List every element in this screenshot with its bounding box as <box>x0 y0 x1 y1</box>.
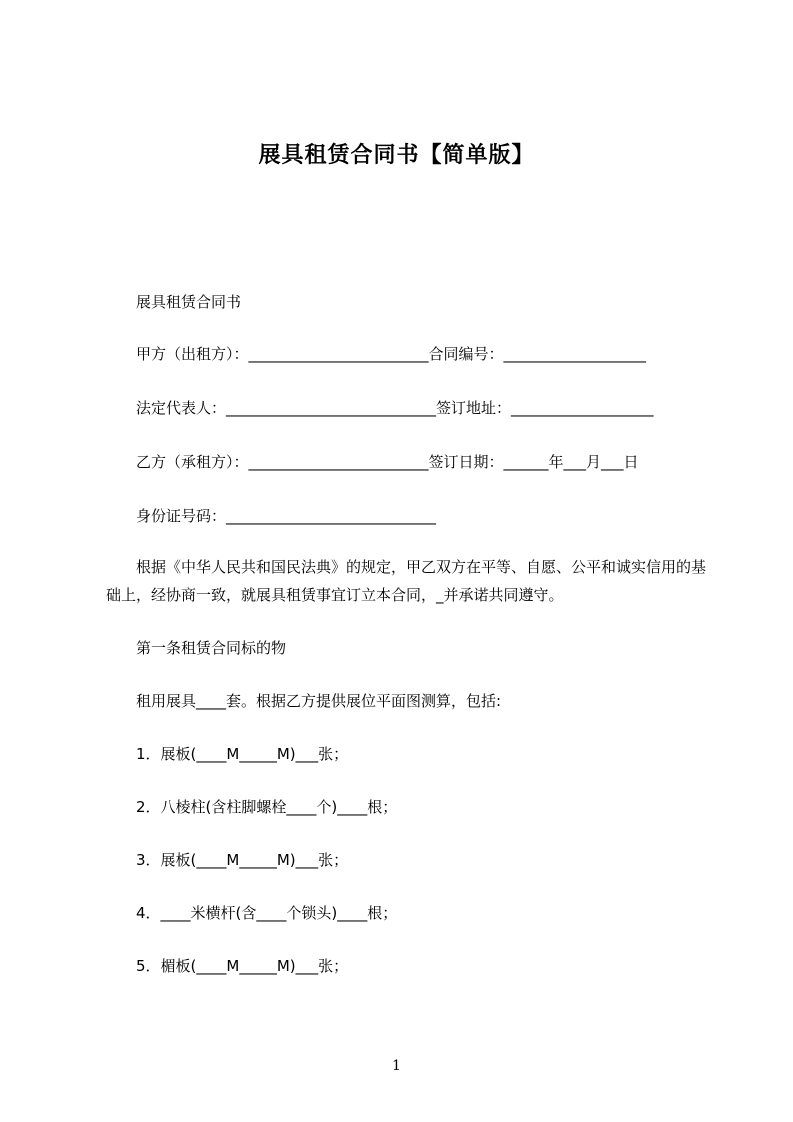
party-a-line: 甲方（出租方）：________________________合同编号：___________________ <box>136 345 647 363</box>
party-b-line: 乙方（承租方）：________________________签订日期：______年___月___日 <box>136 453 639 471</box>
article-1-heading: 第一条租赁合同标的物 <box>136 639 287 657</box>
list-item: 3．展板(____M_____M)___张； <box>136 851 349 869</box>
document-title: 展具租赁合同书【简单版】 <box>258 143 535 168</box>
legal-representative-line: 法定代表人：____________________________签订地址：___________________ <box>136 399 654 417</box>
list-item: 5．楣板(____M_____M)___张； <box>136 957 349 975</box>
list-item: 1．展板(____M_____M)___张； <box>136 745 349 763</box>
rental-intro: 租用展具____套。根据乙方提供展位平面图测算，包括: <box>136 692 502 710</box>
id-number-line: 身份证号码：____________________________ <box>136 507 437 525</box>
preamble-paragraph: 根据《中华人民共和国民法典》的规定，甲乙双方在平等、自愿、公平和诚实信用的基础上，经协商一致，就展具租赁事宜订立本合同，_并承诺共同遵守。 <box>106 558 707 604</box>
list-item: 2．八棱柱(含柱脚螺栓____个)____根； <box>136 798 398 816</box>
contract-subtitle: 展具租赁合同书 <box>136 293 242 311</box>
list-item: 4．____米横杆(含____个锁头)____根； <box>136 904 398 922</box>
page-number: 1 <box>392 1058 401 1074</box>
